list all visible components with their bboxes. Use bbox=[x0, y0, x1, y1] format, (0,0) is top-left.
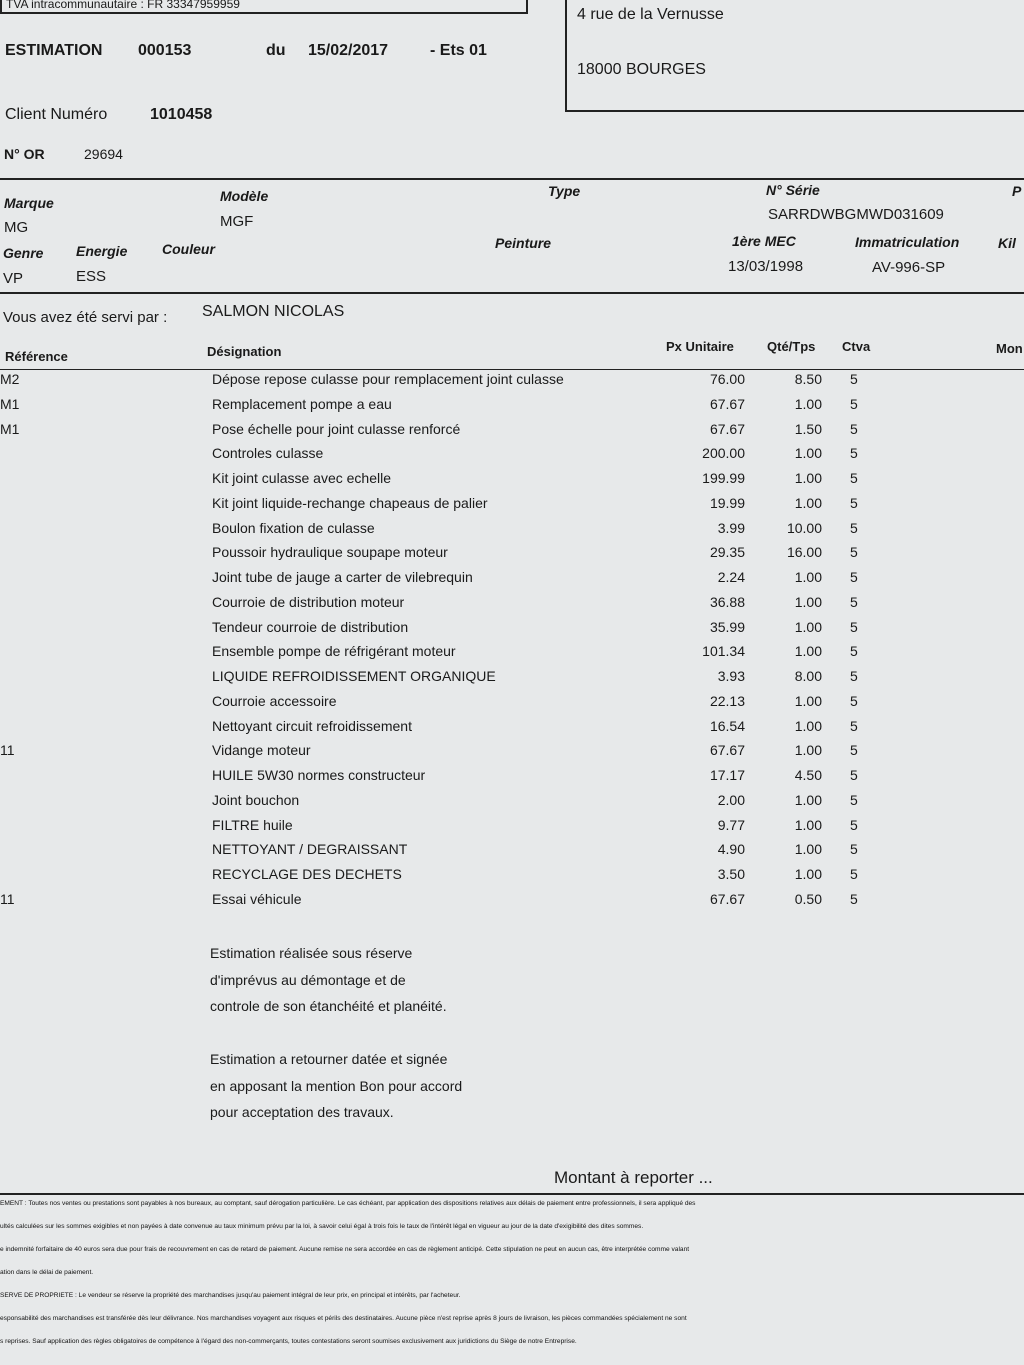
table-row bbox=[0, 817, 1024, 841]
cell-designation: Poussoir hydraulique soupape moteur bbox=[212, 544, 448, 561]
cell-quantity: 1.00 bbox=[794, 593, 822, 610]
cell-tva-code: 5 bbox=[850, 890, 858, 907]
cell-unit-price: 19.99 bbox=[709, 494, 745, 511]
cell-unit-price: 101.34 bbox=[702, 643, 745, 660]
cell-ref: 11 bbox=[0, 742, 15, 759]
cell-designation: Joint bouchon bbox=[212, 791, 300, 808]
cell-unit-price: 3.99 bbox=[717, 519, 745, 536]
cell-designation: Nettoyant circuit refroidissement bbox=[212, 717, 412, 734]
address-line-1: 4 rue de la Vernusse bbox=[577, 6, 724, 23]
cell-unit-price: 9.77 bbox=[717, 816, 745, 833]
label-modele: Modèle bbox=[220, 188, 269, 204]
address-line-2: 18000 BOURGES bbox=[577, 61, 706, 78]
cell-designation: HUILE 5W30 normes constructeur bbox=[212, 767, 426, 783]
table-header-divider bbox=[0, 369, 1024, 370]
label-immat: Immatriculation bbox=[855, 234, 960, 250]
label-type: Type bbox=[548, 183, 581, 199]
table-row bbox=[0, 495, 1024, 519]
cell-quantity: 1.50 bbox=[794, 420, 822, 437]
note-line: pour acceptation des travaux. bbox=[210, 1104, 394, 1120]
cell-unit-price: 22.13 bbox=[709, 692, 745, 709]
cell-unit-price: 2.00 bbox=[717, 791, 745, 808]
cell-tva-code: 5 bbox=[850, 371, 858, 387]
tva-number: TVA intracommunautaire : FR 33347959959 bbox=[0, 0, 528, 14]
cell-unit-price: 2.24 bbox=[717, 569, 745, 585]
cell-tva-code: 5 bbox=[850, 767, 858, 783]
cell-designation: NETTOYANT / DEGRAISSANT bbox=[212, 841, 408, 858]
cell-tva-code: 5 bbox=[850, 420, 858, 437]
cell-tva-code: 5 bbox=[850, 569, 858, 585]
legal-line: ultés calculées sur les sommes exigibles et non payées à date convenue au taux minimum prévu par la loi, à savoir celui égal à trois fois le taux de l'intérêt légal en vigueur au jour de la date d'exigibilité des dites sommes. bbox=[0, 1223, 644, 1230]
value-genre: VP bbox=[3, 270, 24, 287]
cell-tva-code: 5 bbox=[850, 742, 858, 759]
col-header-ref: Référence bbox=[5, 349, 68, 364]
cell-tva-code: 5 bbox=[850, 544, 858, 561]
cell-tva-code: 5 bbox=[850, 841, 858, 858]
cell-quantity: 1.00 bbox=[794, 717, 822, 734]
cell-quantity: 10.00 bbox=[786, 519, 822, 536]
cell-tva-code: 5 bbox=[850, 494, 858, 511]
divider bbox=[0, 178, 1024, 180]
cell-unit-price: 67.67 bbox=[709, 420, 745, 437]
cell-designation: Tendeur courroie de distribution bbox=[212, 618, 409, 635]
legal-terms bbox=[0, 1199, 1024, 1347]
legal-line: e indemnité forfaitaire de 40 euros sera due pour frais de recouvrement en cas de retard de paiement. Aucune remise ne sera accordée en cas de règlement anticipé. Cette stipulation ne peut en aucun cas, être interprétée comme valant bbox=[0, 1246, 690, 1253]
note-line: en apposant la mention Bon pour accord bbox=[210, 1077, 463, 1094]
cell-designation: Remplacement pompe a eau bbox=[212, 395, 392, 412]
label-mec: 1ère MEC bbox=[732, 233, 796, 249]
cell-quantity: 8.00 bbox=[794, 668, 822, 684]
cell-tva-code: 5 bbox=[850, 692, 858, 709]
cell-tva-code: 5 bbox=[850, 668, 858, 684]
cell-quantity: 1.00 bbox=[794, 395, 822, 412]
label-kil: Kil bbox=[998, 235, 1016, 251]
date-label: du bbox=[266, 42, 286, 59]
cell-unit-price: 76.00 bbox=[709, 371, 745, 387]
cell-designation: LIQUIDE REFROIDISSEMENT ORGANIQUE bbox=[212, 668, 496, 684]
cell-quantity: 1.00 bbox=[794, 445, 822, 462]
table-row bbox=[0, 891, 1024, 915]
cell-unit-price: 67.67 bbox=[709, 395, 745, 412]
table-row bbox=[0, 445, 1024, 469]
cell-tva-code: 5 bbox=[850, 470, 858, 486]
cell-designation: Kit joint liquide-rechange chapeaus de palier bbox=[212, 494, 488, 511]
cell-quantity: 1.00 bbox=[794, 618, 822, 635]
doc-number: 000153 bbox=[138, 42, 192, 59]
cell-designation: Essai véhicule bbox=[212, 890, 302, 907]
label-couleur: Couleur bbox=[162, 241, 215, 257]
label-energie: Energie bbox=[76, 243, 128, 259]
legal-line: EMENT : Toutes nos ventes ou prestations sont payables à nos bureaux, au comptant, sauf dérogation particulière. Le cas échéant, par application des dispositions relatives aux délais de paiement entre professionnels, il sera appliqué des bbox=[0, 1200, 696, 1207]
cell-quantity: 1.00 bbox=[794, 841, 822, 858]
table-row bbox=[0, 594, 1024, 618]
cell-designation: Dépose repose culasse pour remplacement joint culasse bbox=[212, 371, 564, 387]
divider bbox=[0, 292, 1024, 294]
cell-tva-code: 5 bbox=[850, 519, 858, 536]
cell-quantity: 1.00 bbox=[794, 470, 822, 486]
col-header-des: Désignation bbox=[207, 344, 282, 359]
cell-designation: FILTRE huile bbox=[212, 816, 293, 833]
cell-quantity: 1.00 bbox=[794, 692, 822, 709]
cell-quantity: 8.50 bbox=[794, 371, 822, 387]
legal-line: ation dans le délai de paiement. bbox=[0, 1269, 94, 1276]
cell-unit-price: 29.35 bbox=[709, 544, 745, 561]
table-row bbox=[0, 668, 1024, 692]
value-serie: SARRDWBGMWD031609 bbox=[768, 206, 944, 223]
table-row bbox=[0, 792, 1024, 816]
cell-unit-price: 3.93 bbox=[717, 668, 745, 684]
cell-quantity: 16.00 bbox=[786, 544, 822, 561]
cell-quantity: 1.00 bbox=[794, 643, 822, 660]
carry-forward: Montant à reporter ... bbox=[554, 1168, 713, 1187]
table-row bbox=[0, 520, 1024, 544]
table-row bbox=[0, 396, 1024, 420]
col-header-pu: Px Unitaire bbox=[666, 339, 734, 354]
col-header-tva: Ctva bbox=[842, 339, 871, 354]
served-label: Vous avez été servi par : bbox=[3, 309, 168, 326]
label-genre: Genre bbox=[3, 245, 44, 261]
cell-ref: M2 bbox=[0, 371, 20, 387]
or-number: 29694 bbox=[84, 146, 123, 162]
table-row bbox=[0, 841, 1024, 865]
table-row bbox=[0, 866, 1024, 890]
table-row bbox=[0, 718, 1024, 742]
cell-unit-price: 17.17 bbox=[709, 767, 745, 783]
note-line: Estimation a retourner datée et signée bbox=[210, 1051, 448, 1067]
cell-tva-code: 5 bbox=[850, 618, 858, 635]
cell-designation: RECYCLAGE DES DECHETS bbox=[212, 866, 402, 882]
cell-quantity: 1.00 bbox=[794, 742, 822, 759]
table-row bbox=[0, 643, 1024, 667]
cell-designation: Courroie de distribution moteur bbox=[212, 593, 405, 610]
value-immat: AV-996-SP bbox=[872, 259, 946, 276]
cell-unit-price: 4.90 bbox=[717, 841, 745, 858]
cell-unit-price: 67.67 bbox=[709, 890, 745, 907]
cell-designation: Pose échelle pour joint culasse renforcé bbox=[212, 420, 461, 437]
or-label: N° OR bbox=[4, 146, 45, 162]
value-marque: MG bbox=[4, 219, 29, 236]
label-peinture: Peinture bbox=[495, 235, 552, 251]
doc-type: ESTIMATION bbox=[5, 42, 103, 59]
cell-quantity: 1.00 bbox=[794, 569, 822, 585]
cell-tva-code: 5 bbox=[850, 395, 858, 412]
value-energie: ESS bbox=[76, 268, 107, 285]
value-modele: MGF bbox=[220, 213, 254, 230]
note-line: controle de son étanchéité et planéité. bbox=[210, 998, 447, 1014]
client-label: Client Numéro bbox=[5, 106, 108, 123]
col-header-qt: Qté/Tps bbox=[767, 339, 816, 354]
cell-tva-code: 5 bbox=[850, 816, 858, 833]
cell-unit-price: 200.00 bbox=[702, 445, 745, 462]
cell-unit-price: 16.54 bbox=[709, 717, 745, 734]
cell-tva-code: 5 bbox=[850, 643, 858, 660]
cell-designation: Controles culasse bbox=[212, 445, 324, 462]
legal-line: SERVE DE PROPRIETE : Le vendeur se réserve la propriété des marchandises jusqu'au paiement intégral de leur prix, en principal et intérêts, par l'acheteur. bbox=[0, 1292, 461, 1299]
address-box bbox=[565, 0, 1024, 112]
label-serie: N° Série bbox=[766, 182, 820, 198]
served-name: SALMON NICOLAS bbox=[202, 303, 345, 320]
cell-tva-code: 5 bbox=[850, 866, 858, 882]
cell-quantity: 1.00 bbox=[794, 494, 822, 511]
cell-designation: Joint tube de jauge a carter de vilebrequin bbox=[212, 569, 473, 585]
label-p: P bbox=[1012, 183, 1022, 199]
table-row bbox=[0, 742, 1024, 766]
cell-designation: Ensemble pompe de réfrigérant moteur bbox=[212, 643, 456, 660]
note-reserve bbox=[210, 940, 447, 1020]
cell-quantity: 1.00 bbox=[794, 791, 822, 808]
cell-tva-code: 5 bbox=[850, 717, 858, 734]
cell-quantity: 4.50 bbox=[794, 767, 822, 783]
note-line: Estimation réalisée sous réserve bbox=[210, 945, 413, 961]
note-line: d'imprévus au démontage et de bbox=[210, 971, 406, 988]
table-row bbox=[0, 767, 1024, 791]
ets-label: - Ets 01 bbox=[430, 42, 487, 59]
cell-ref: M1 bbox=[0, 420, 20, 437]
cell-quantity: 0.50 bbox=[794, 890, 822, 907]
table-row bbox=[0, 371, 1024, 395]
doc-date: 15/02/2017 bbox=[308, 42, 389, 59]
table-row bbox=[0, 421, 1024, 445]
value-mec: 13/03/1998 bbox=[728, 258, 804, 275]
cell-tva-code: 5 bbox=[850, 593, 858, 610]
legal-line: s reprises. Sauf application des règles obligatoires de compétence à l'égard des non-commerçants, toutes contestations seront soumises exclusivement aux juridictions du Siège de notre Entreprise. bbox=[0, 1338, 577, 1345]
note-return bbox=[210, 1046, 462, 1126]
table-row bbox=[0, 544, 1024, 568]
cell-unit-price: 3.50 bbox=[717, 866, 745, 882]
divider bbox=[0, 1193, 1024, 1195]
cell-designation: Kit joint culasse avec echelle bbox=[212, 470, 391, 486]
cell-quantity: 1.00 bbox=[794, 866, 822, 882]
cell-unit-price: 36.88 bbox=[709, 593, 745, 610]
table-row bbox=[0, 619, 1024, 643]
table-row bbox=[0, 693, 1024, 717]
cell-designation: Courroie accessoire bbox=[212, 692, 337, 709]
cell-ref: M1 bbox=[0, 395, 20, 412]
cell-unit-price: 67.67 bbox=[709, 742, 745, 759]
label-marque: Marque bbox=[4, 195, 54, 211]
client-number: 1010458 bbox=[150, 106, 213, 123]
col-header-mon: Mon bbox=[996, 341, 1023, 356]
cell-designation: Boulon fixation de culasse bbox=[212, 519, 375, 536]
table-row bbox=[0, 470, 1024, 494]
cell-unit-price: 35.99 bbox=[709, 618, 745, 635]
cell-designation: Vidange moteur bbox=[212, 742, 311, 759]
cell-tva-code: 5 bbox=[850, 445, 858, 462]
cell-ref: 11 bbox=[0, 890, 15, 907]
legal-line: esponsabilité des marchandises est transférée dès leur délivrance. Nos marchandises voyagent aux risques et périls des destinataires. Aucune pièce n'est reprise après 8 jours de livraison, les pièces commandées spécialement ne sont bbox=[0, 1315, 687, 1322]
cell-unit-price: 199.99 bbox=[702, 470, 745, 486]
cell-quantity: 1.00 bbox=[794, 816, 822, 833]
table-row bbox=[0, 569, 1024, 593]
cell-tva-code: 5 bbox=[850, 791, 858, 808]
